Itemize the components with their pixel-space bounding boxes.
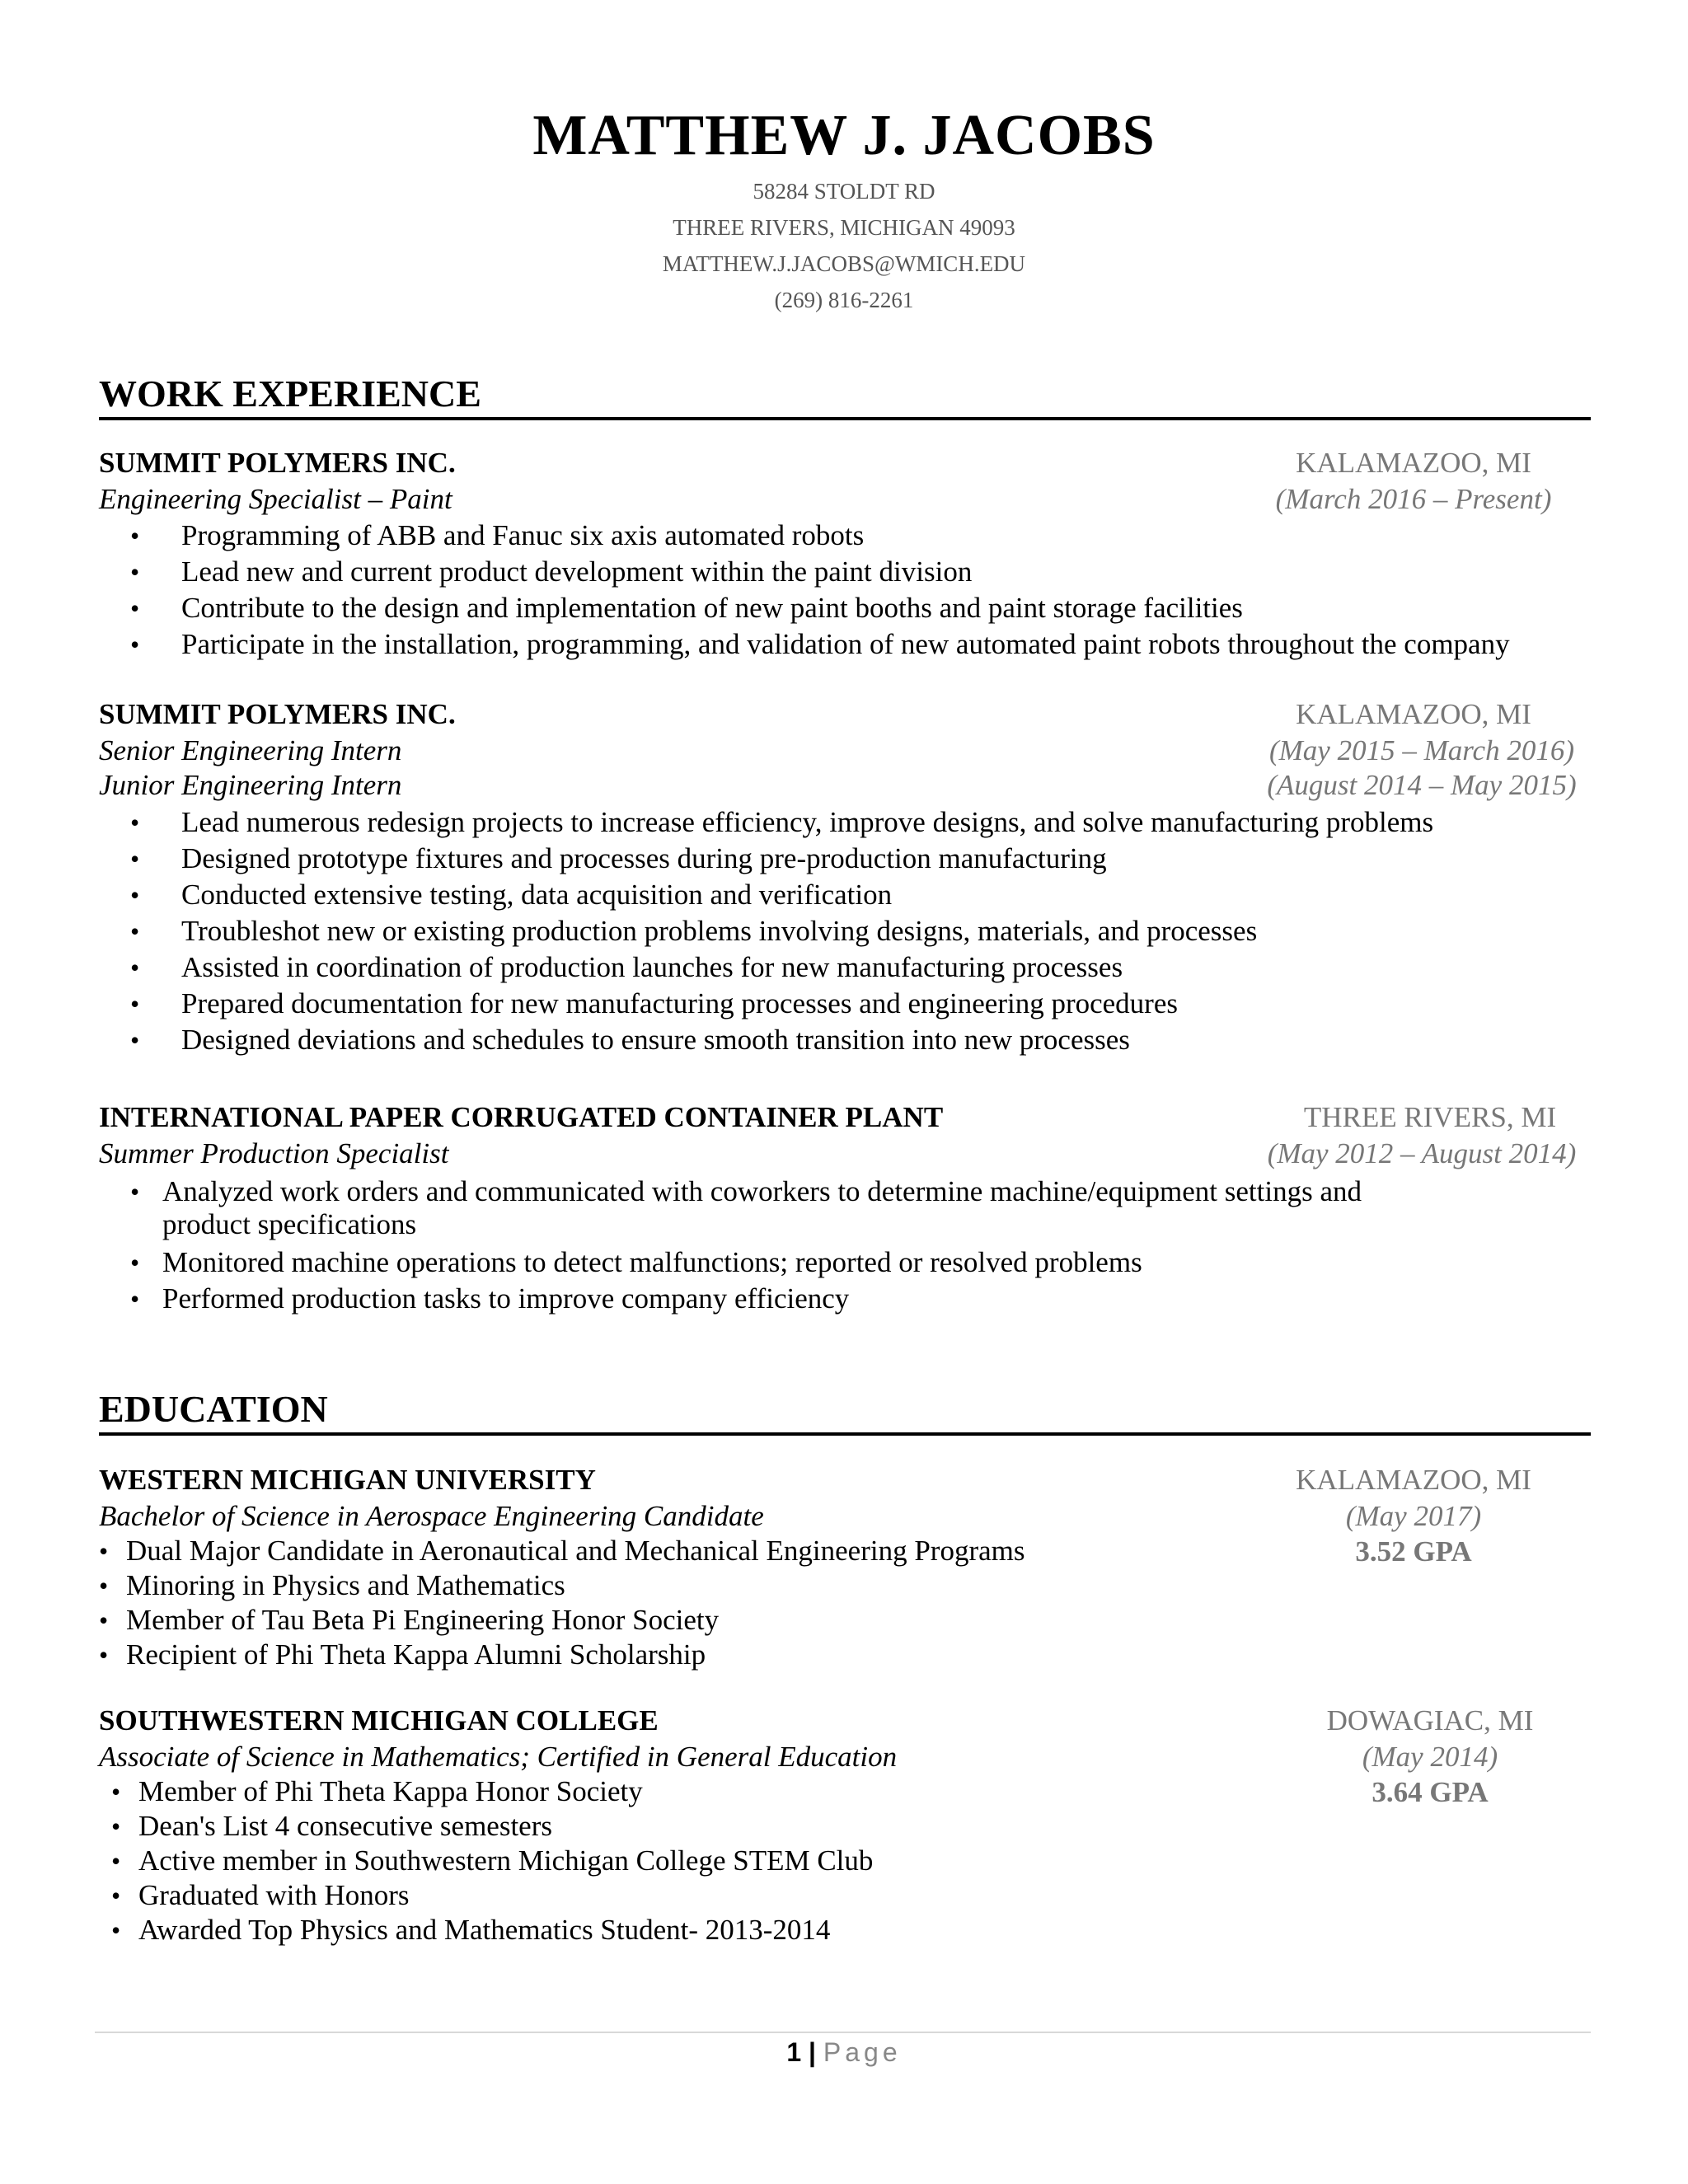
education-heading: EDUCATION	[99, 1386, 1591, 1436]
school-1-header	[99, 1462, 1591, 1498]
list-item: • Recipient of Phi Theta Kappa Alumni Scholarship	[99, 1638, 1025, 1672]
school-2-degree: Associate of Science in Mathematics; Certified in General Education	[99, 1741, 898, 1773]
job-1-dates: (March 2016 – Present)	[1275, 483, 1552, 515]
job-3-header	[99, 1099, 1591, 1136]
school-2-degree-row	[99, 1739, 1591, 1775]
job-3-location: THREE RIVERS, MI	[1303, 1101, 1557, 1133]
address-line-2: THREE RIVERS, MICHIGAN 49093	[673, 215, 1015, 240]
list-item: • Programming of ABB and Fanuc six axis automated robots	[99, 518, 1510, 554]
school-2-header	[99, 1703, 1591, 1739]
job-2-role-1-dates: (May 2015 – March 2016)	[1268, 734, 1574, 766]
job-3-company: INTERNATIONAL PAPER CORRUGATED CONTAINER PLANT	[99, 1101, 944, 1133]
school-1-degree-row	[99, 1498, 1591, 1535]
school-1-gpa: 3.52 GPA	[1355, 1535, 1472, 1568]
email-address: MATTHEW.J.JACOBS@WMICH.EDU	[662, 251, 1026, 276]
school-2-location: DOWAGIAC, MI	[1326, 1704, 1534, 1736]
phone-number: (269) 816-2261	[774, 288, 914, 312]
job-2-location: KALAMAZOO, MI	[1296, 698, 1531, 730]
list-item: • Member of Tau Beta Pi Engineering Honor Society	[99, 1603, 1025, 1638]
job-2-role-2: Junior Engineering Intern	[99, 769, 402, 801]
school-2-name: SOUTHWESTERN MICHIGAN COLLEGE	[99, 1704, 659, 1736]
job-1-company: SUMMIT POLYMERS INC.	[99, 447, 456, 479]
resume-header	[0, 99, 1688, 318]
job-3-role: Summer Production Specialist	[99, 1137, 449, 1169]
school-1-location: KALAMAZOO, MI	[1296, 1464, 1531, 1496]
list-item: • Contribute to the design and implementation of new paint booths and paint storage facilities	[99, 590, 1510, 626]
list-item: • Performed production tasks to improve company efficiency	[99, 1281, 1362, 1317]
list-item: • Monitored machine operations to detect malfunctions; reported or resolved problems	[99, 1244, 1362, 1281]
job-1-bullets	[99, 518, 1510, 663]
job-2-header	[99, 696, 1591, 733]
list-item: • Dual Major Candidate in Aeronautical and Mechanical Engineering Programs	[99, 1534, 1025, 1568]
job-1-location: KALAMAZOO, MI	[1296, 447, 1531, 479]
school-1-dates: (May 2017)	[1345, 1500, 1482, 1532]
list-item: • Designed prototype fixtures and processes during pre-production manufacturing	[99, 841, 1433, 877]
footer-divider	[95, 2032, 1591, 2033]
list-item: • Awarded Top Physics and Mathematics Student- 2013-2014	[111, 1913, 873, 1947]
list-item: • Graduated with Honors	[111, 1878, 873, 1913]
page-separator: |	[809, 2037, 816, 2067]
page-label: Page	[823, 2037, 902, 2067]
list-item-continuation: product specifications	[162, 1208, 417, 1240]
work-experience-heading: WORK EXPERIENCE	[99, 371, 1591, 420]
job-1-role: Engineering Specialist – Paint	[99, 483, 452, 515]
list-item: • Member of Phi Theta Kappa Honor Society	[111, 1774, 873, 1809]
page-footer	[0, 2036, 1688, 2069]
list-item: • Lead new and current product development within the paint division	[99, 554, 1510, 590]
address-line-1: 58284 STOLDT RD	[753, 179, 935, 204]
job-2-role-1-row	[99, 733, 1591, 769]
list-item: • Active member in Southwestern Michigan College STEM Club	[111, 1844, 873, 1878]
list-item: • Troubleshot new or existing production problems involving designs, materials, and processes	[99, 913, 1433, 949]
job-2-role-2-row	[99, 767, 1591, 804]
job-2-company: SUMMIT POLYMERS INC.	[99, 698, 456, 730]
list-item: • Lead numerous redesign projects to increase efficiency, improve designs, and solve manufacturing problems	[99, 804, 1433, 841]
list-item: • Designed deviations and schedules to ensure smooth transition into new processes	[99, 1022, 1433, 1058]
job-2-role-1: Senior Engineering Intern	[99, 734, 402, 766]
job-1-header	[99, 445, 1591, 481]
candidate-name: MATTHEW J. JACOBS	[532, 104, 1156, 167]
school-2-gpa: 3.64 GPA	[1372, 1776, 1489, 1808]
job-2-role-2-dates: (August 2014 – May 2015)	[1267, 769, 1577, 801]
list-item: • Conducted extensive testing, data acquisition and verification	[99, 877, 1433, 913]
list-item: • Assisted in coordination of production launches for new manufacturing processes	[99, 949, 1433, 986]
job-3-role-row	[99, 1136, 1591, 1172]
school-1-bullets	[99, 1534, 1025, 1672]
list-item: • Minoring in Physics and Mathematics	[99, 1568, 1025, 1603]
school-2-dates: (May 2014)	[1362, 1741, 1498, 1773]
job-2-bullets	[99, 804, 1433, 1058]
page-number: 1	[786, 2037, 802, 2067]
school-2-bullets	[111, 1774, 873, 1947]
job-1-role-row	[99, 481, 1591, 518]
job-3-dates: (May 2012 – August 2014)	[1267, 1137, 1577, 1169]
school-1-name: WESTERN MICHIGAN UNIVERSITY	[99, 1464, 596, 1496]
school-1-degree: Bachelor of Science in Aerospace Engineering Candidate	[99, 1500, 764, 1532]
list-item: • Prepared documentation for new manufacturing processes and engineering procedures	[99, 986, 1433, 1022]
job-3-bullets	[99, 1175, 1362, 1317]
list-item: • Analyzed work orders and communicated with coworkers to determine machine/equipment settings and	[99, 1175, 1362, 1208]
list-item: • Participate in the installation, programming, and validation of new automated paint robots throughout the company	[99, 626, 1510, 663]
list-item: • Dean's List 4 consecutive semesters	[111, 1809, 873, 1844]
